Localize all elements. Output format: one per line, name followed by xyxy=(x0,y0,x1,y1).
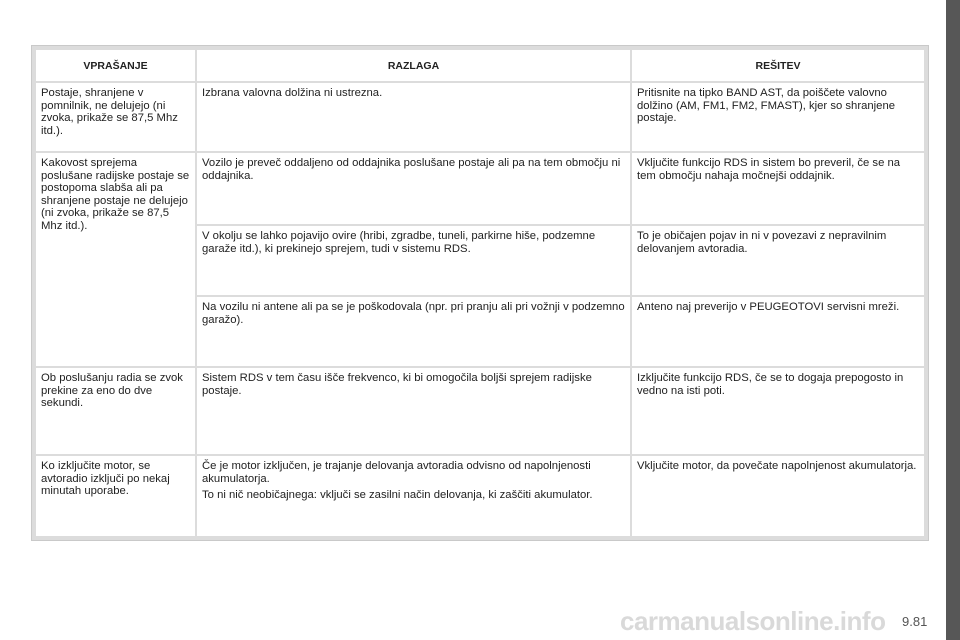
column-header-solution: REŠITEV xyxy=(632,50,924,81)
table-row xyxy=(36,83,924,151)
explanation-cell: V okolju se lahko pojavijo ovire (hribi, zgradbe, tuneli, parkirne hiše, podzemne garaže itd.), ki prekinejo sprejem, tudi v sistemu RDS. xyxy=(197,226,630,295)
table-row xyxy=(36,456,924,536)
explanation-paragraph: Če je motor izključen, je trajanje delovanja avtoradia odvisno od napolnjenosti akumulatorja. xyxy=(202,460,591,485)
watermark-text: carmanualsonline.info xyxy=(620,606,886,636)
page-number: 9.81 xyxy=(902,614,928,629)
column-header-question: VPRAŠANJE xyxy=(36,50,195,81)
explanation-cell: Sistem RDS v tem času išče frekvenco, ki bi omogočila boljši sprejem radijske postaje. xyxy=(197,368,630,454)
explanation-paragraph: To ni nič neobičajnega: vključi se zasilni način delovanja, ki zaščiti akumulator. xyxy=(202,489,593,502)
table-header-row xyxy=(36,50,924,81)
question-cell: Postaje, shranjene v pomnilnik, ne delujejo (ni zvoka, prikaže se 87,5 Mhz itd.). xyxy=(36,83,195,151)
solution-cell: Pritisnite na tipko BAND AST, da poiščete valovno dolžino (AM, FM1, FM2, FMAST), kjer so shranjene postaje. xyxy=(632,83,924,151)
solution-cell: Vključite motor, da povečate napolnjenost akumulatorja. xyxy=(632,456,924,536)
table-row xyxy=(36,153,924,224)
explanation-cell xyxy=(197,456,630,536)
table-row xyxy=(36,368,924,454)
question-cell: Kakovost sprejema poslušane radijske postaje se postopoma slabša ali pa shranjene postaje ne delujejo (ni zvoka, prikaže se 87,5 Mhz itd.). xyxy=(36,153,195,366)
question-cell: Ob poslušanju radia se zvok prekine za eno do dve sekundi. xyxy=(36,368,195,454)
explanation-cell: Izbrana valovna dolžina ni ustrezna. xyxy=(197,83,630,151)
question-cell: Ko izključite motor, se avtoradio izključi po nekaj minutah uporabe. xyxy=(36,456,195,536)
solution-cell: Izključite funkcijo RDS, če se to dogaja prepogosto in vedno na isti poti. xyxy=(632,368,924,454)
explanation-cell: Vozilo je preveč oddaljeno od oddajnika poslušane postaje ali pa na tem območju ni oddajnika. xyxy=(197,153,630,224)
troubleshooting-table xyxy=(31,45,929,541)
page-edge-bar xyxy=(946,0,960,640)
solution-cell: Anteno naj preverijo v PEUGEOTOVI servisni mreži. xyxy=(632,297,924,366)
column-header-explanation: RAZLAGA xyxy=(197,50,630,81)
solution-cell: To je običajen pojav in ni v povezavi z nepravilnim delovanjem avtoradia. xyxy=(632,226,924,295)
solution-cell: Vključite funkcijo RDS in sistem bo preveril, če se na tem območju nahaja močnejši oddajnik. xyxy=(632,153,924,224)
explanation-cell: Na vozilu ni antene ali pa se je poškodovala (npr. pri pranju ali pri vožnji v podzemno garažo). xyxy=(197,297,630,366)
